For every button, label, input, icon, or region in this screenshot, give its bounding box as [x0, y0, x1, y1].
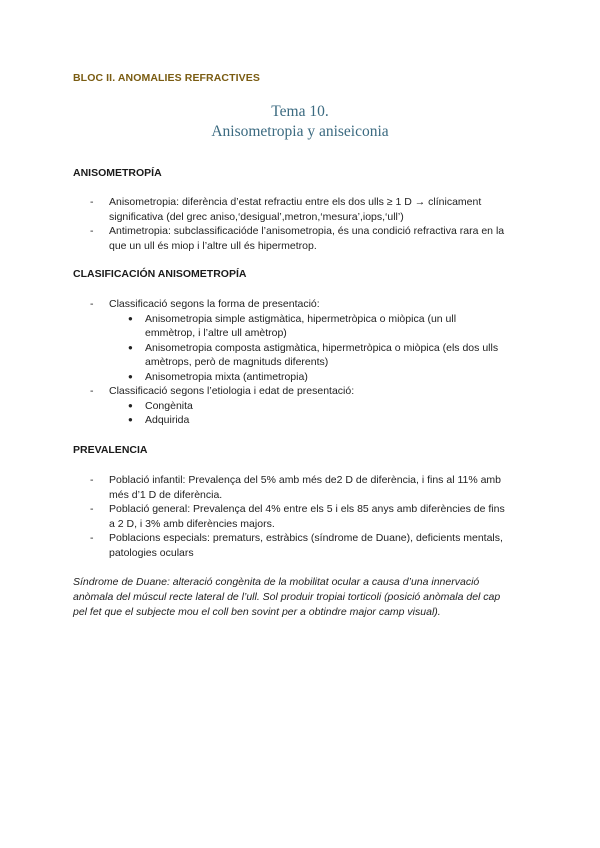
list-item-line: més d’1 D de diferència. [109, 488, 223, 501]
section-heading-prevalencia: PREVALENCIA [73, 444, 148, 456]
list-item-line: significativa (del grec aniso,‘desigual’,metron,‘mesura’,iops,‘ull’) [109, 210, 404, 223]
list-item-line: Anisometropia simple astigmàtica, hipermetròpica o miòpica (un ull [145, 312, 457, 325]
list-item-line: Poblacions especials: prematurs, estràbics (síndrome de Duane), deficients mentals, [109, 532, 503, 544]
list-item-line: Població infantil: Prevalença del 5% amb més de2 D de diferència, i fins al 11% amb [109, 474, 502, 486]
list-item-line: Adquirida [145, 414, 190, 426]
section-heading-clasificacion: CLASIFICACIÓN ANISOMETROPÍA [73, 268, 247, 280]
list-marker: - [90, 503, 94, 515]
list-item-line: Classificació segons l’etiologia i edat de presentació: [109, 385, 355, 397]
list-item-line: Població general: Prevalença del 4% entre els 5 i els 85 anys amb diferències de fins [109, 503, 505, 515]
note-line: pel fet que el subjecte mou el coll ben sovint per a obtindre major camp visual). [73, 606, 441, 618]
list-item-line: patologies oculars [109, 546, 194, 559]
bullet-marker: ● [128, 342, 133, 352]
bullet-marker: ● [128, 313, 133, 323]
list-item-line: Classificació segons la forma de presentació: [109, 298, 320, 310]
list-item-line: Anisometropia: diferència d’estat refractiu entre els dos ulls ≥ 1 D → clínicament [109, 196, 482, 208]
note-line: Síndrome de Duane: alteració congènita de la mobilitat ocular a causa d’una innervació [73, 576, 480, 588]
list-marker: - [90, 385, 94, 397]
note-line: anòmala del múscul recte lateral de l’ull. Sol produir tropiai torticoli (posició anòmala del cap [73, 591, 501, 603]
bloc-label: BLOC II. ANOMALIES REFRACTIVES [73, 72, 260, 84]
bullet-marker: ● [128, 400, 133, 410]
list-marker: - [90, 474, 94, 486]
list-item-line: emmètrop, i l’altre ull amètrop) [145, 327, 287, 339]
list-item-line: Congènita [145, 399, 193, 412]
list-marker: - [90, 532, 94, 544]
list-marker: - [90, 298, 94, 310]
list-item-line: Antimetropia: subclassificacióde l’anisometropia, és una condició refractiva rara en la [109, 225, 505, 237]
list-item-line: a 2 D, i 3% amb diferències majors. [109, 517, 275, 530]
list-item-line: amètrops, però de magnituds diferents) [145, 356, 329, 368]
list-marker: - [90, 225, 94, 237]
list-item-line: Anisometropia mixta (antimetropia) [145, 370, 308, 383]
page-title: Anisometropia y aniseiconia [211, 123, 389, 140]
list-item-line: que un ull és miop i l’altre ull és hipermetrop. [109, 239, 317, 252]
list-marker: - [90, 196, 94, 208]
title-block [0, 102, 600, 142]
bullet-marker: ● [128, 415, 133, 424]
duane-note [73, 575, 529, 620]
section-heading-anisometropia: ANISOMETROPÍA [73, 167, 162, 179]
bullet-marker: ● [128, 371, 133, 381]
tema-number: Tema 10. [271, 103, 329, 120]
list-item-line: Anisometropia composta astigmàtica, hipermetròpica o miòpica (els dos ulls [145, 341, 499, 354]
